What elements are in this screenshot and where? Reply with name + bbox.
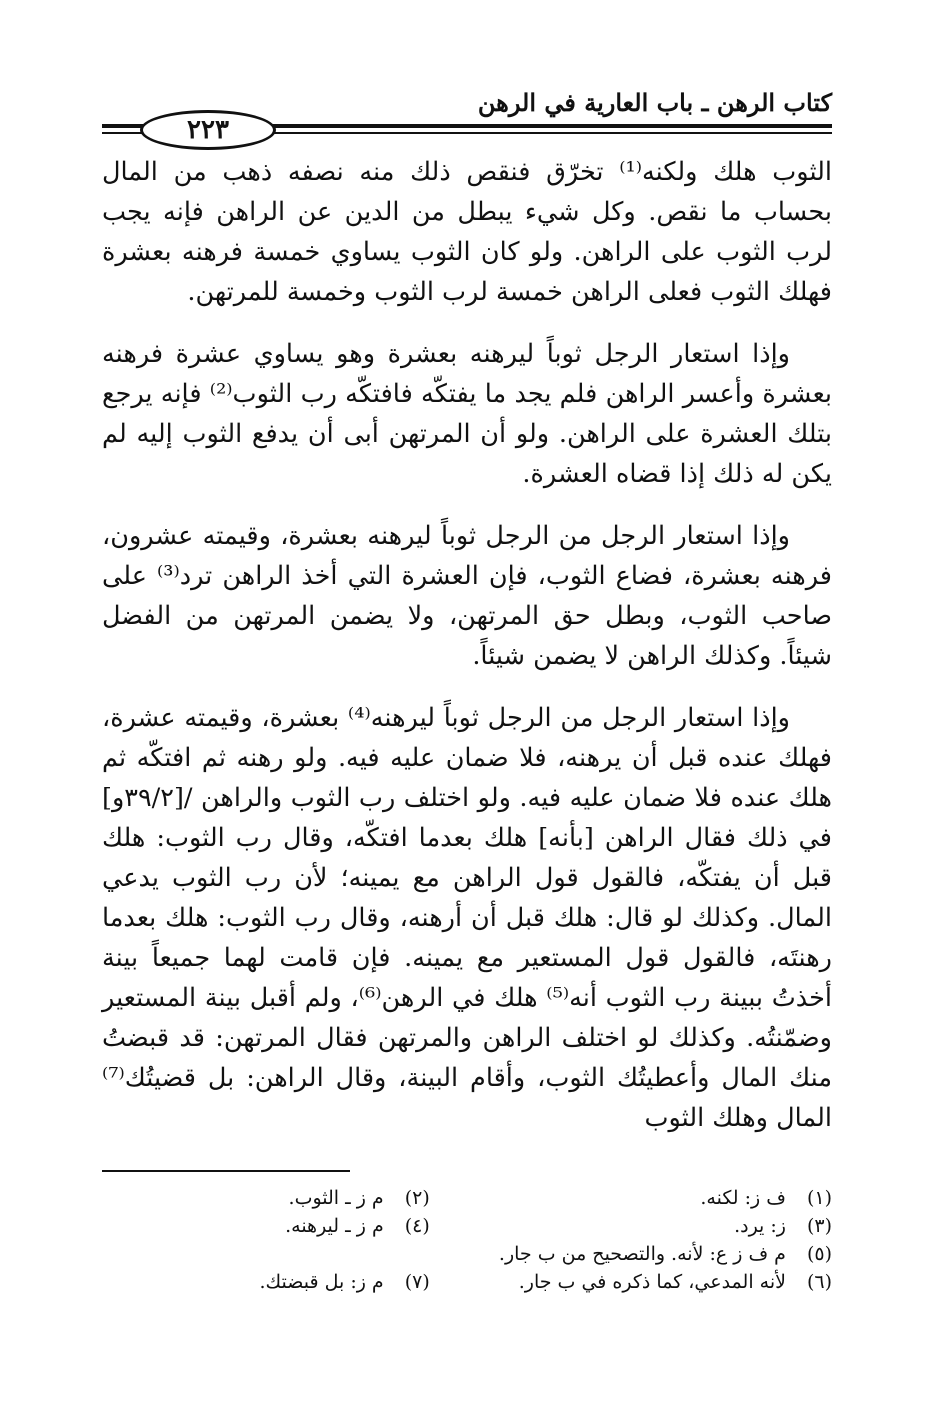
footnote-number: (٦) <box>806 1271 832 1293</box>
footnote-item <box>102 1268 430 1296</box>
footnote-text: ف ز: لكنه. <box>700 1187 786 1209</box>
footnote-number: (٥) <box>806 1243 832 1265</box>
footnote-number: (٢) <box>404 1187 430 1209</box>
footnote-number: (٤) <box>404 1215 430 1237</box>
page-header <box>102 72 832 145</box>
footnote-number: (٣) <box>806 1215 832 1237</box>
footnote-text: لأنه المدعي، كما ذكره في ب جار. <box>518 1271 786 1293</box>
paragraph: وإذا استعار الرجل من الرجل ثوباً ليرهنه⁽⁴⁾ بعشرة، وقيمته عشرة، فهلك عنده قبل أن يرهنه، فلا ضمان عليه فيه. ولو رهنه ثم افتكّه ثم هلك عنده فلا ضمان عليه فيه. ولو اختلف رب الثوب والراهن /[٣٩/٢و] في ذلك فقال الراهن [بأنه] هلك بعدما افتكّه، وقال رب الثوب: هلك قبل أن يفتكّه، فالقول قول الراهن مع يمينه؛ لأن رب الثوب يدعي المال. وكذلك لو قال: هلك قبل أن أرهنه، وقال رب الثوب: هلك بعدما رهنتَه، فالقول قول المستعير مع يمينه. فإن قامت لهما جميعاً بينة أخذتُ ببينة رب الثوب أنه⁽⁵⁾ هلك في الرهن⁽⁶⁾، ولم أقبل بينة المستعير وضمّنتُه. وكذلك لو اختلف الراهن والمرتهن فقال المرتهن: قد قبضتُ منك المال وأعطيتُك الثوب، وأقام البينة، وقال الراهن: بل قضيتُك⁽⁷⁾ المال وهلك الثوب <box>102 703 832 1133</box>
paragraph: وإذا استعار الرجل ثوباً ليرهنه بعشرة وهو يساوي عشرة فرهنه بعشرة وأعسر الراهن فلم يجد ما يفتكّه فافتكّه رب الثوب⁽²⁾ فإنه يرجع بتلك العشرة على الراهن. ولو أن المرتهن أبى أن يدفع الثوب إليه لم يكن له ذلك إذا قضاه العشرة. <box>102 339 832 489</box>
footnote-row <box>102 1268 832 1296</box>
footnote-number: (١) <box>806 1187 832 1209</box>
footnote-item <box>430 1184 832 1212</box>
footnote-text: م ز ـ ليرهنه. <box>285 1215 384 1237</box>
footnote-separator <box>102 1170 350 1172</box>
footnote-row <box>102 1240 832 1268</box>
footnote-item <box>102 1212 430 1240</box>
footnote-item <box>427 1240 832 1268</box>
page-number-badge <box>140 110 276 150</box>
main-text <box>102 152 832 1138</box>
footnote-item <box>430 1212 832 1240</box>
paragraph: وإذا استعار الرجل من الرجل ثوباً ليرهنه بعشرة، وقيمته عشرون، فرهنه بعشرة، فضاع الثوب، فإن العشرة التي أخذ الراهن ترد⁽³⁾ على صاحب الثوب، وبطل حق المرتهن، ولا يضمن المرتهن من الفضل شيئاً. وكذلك الراهن لا يضمن شيئاً. <box>102 521 832 671</box>
footnote-text: م ز ـ الثوب. <box>288 1187 384 1209</box>
running-title: كتاب الرهن ـ باب العارية في الرهن <box>477 88 832 117</box>
footnote-text: م ف ز ع: لأنه. والتصحيح من ب جار. <box>498 1243 786 1265</box>
footnote-number: (٧) <box>404 1271 430 1293</box>
page-number: ٢٢٣ <box>187 115 229 145</box>
footnote-item <box>430 1268 832 1296</box>
footnote-row <box>102 1184 832 1212</box>
footnote-text: م ز: بل قبضتك. <box>259 1271 384 1293</box>
footnote-item <box>102 1184 430 1212</box>
footnotes <box>102 1184 832 1296</box>
footnote-text: ز: يرد. <box>734 1215 786 1237</box>
paragraph: الثوب هلك ولكنه⁽¹⁾ تخرّق فنقص ذلك منه نصفه ذهب من المال بحساب ما نقص. وكل شيء يبطل من الدين عن الراهن فإنه يجب لرب الثوب على الراهن. ولو كان الثوب يساوي خمسة فرهنه بعشرة فهلك الثوب فعلى الراهن خمسة لرب الثوب وخمسة للمرتهن. <box>102 157 832 307</box>
footnote-row <box>102 1212 832 1240</box>
